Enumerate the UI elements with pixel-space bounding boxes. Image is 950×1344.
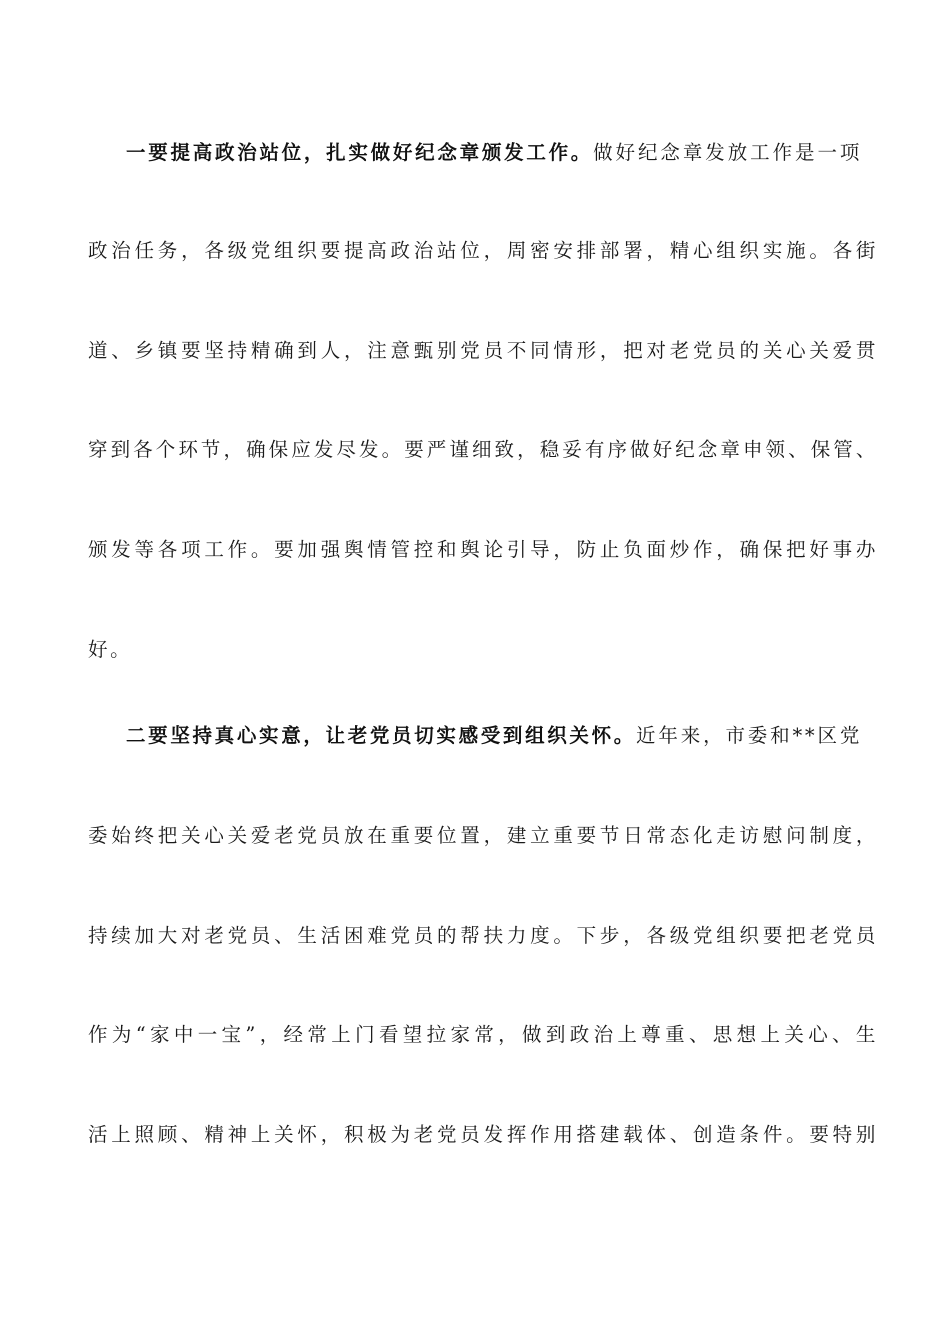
paragraph-2-line-2: 委始终把关心关爱老党员放在重要位置，建立重要节日常态化走访慰问制度， [88, 824, 878, 847]
paragraph-2-line-3: 持续加大对老党员、生活困难党员的帮扶力度。下步，各级党组织要把老党员 [88, 924, 878, 947]
paragraph-1-line-6: 好。 [88, 638, 133, 661]
paragraph-1-line-1 [126, 137, 862, 169]
paragraph-1-heading: 一要提高政治站位，扎实做好纪念章颁发工作。 [126, 141, 594, 164]
paragraph-2-heading: 二要坚持真心实意，让老党员切实感受到组织关怀。 [126, 724, 636, 747]
paragraph-2-line-1 [126, 720, 862, 752]
paragraph-1-text: 做好纪念章发放工作是一项 [593, 141, 863, 164]
paragraph-1-line-4: 穿到各个环节，确保应发尽发。要严谨细致，稳妥有序做好纪念章申领、保管、 [88, 438, 878, 461]
paragraph-2-text: 近年来，市委和**区党 [635, 724, 862, 747]
paragraph-2-line-5: 活上照顾、精神上关怀，积极为老党员发挥作用搭建载体、创造条件。要特别 [88, 1123, 878, 1146]
paragraph-1-line-5: 颁发等各项工作。要加强舆情管控和舆论引导，防止负面炒作，确保把好事办 [88, 538, 878, 561]
paragraph-2-line-4: 作为“家中一宝”，经常上门看望拉家常，做到政治上尊重、思想上关心、生 [88, 1023, 878, 1046]
paragraph-1-line-2: 政治任务，各级党组织要提高政治站位，周密安排部署，精心组织实施。各街 [88, 239, 878, 262]
paragraph-1-line-3: 道、乡镇要坚持精确到人，注意甄别党员不同情形，把对老党员的关心关爱贯 [88, 339, 878, 362]
